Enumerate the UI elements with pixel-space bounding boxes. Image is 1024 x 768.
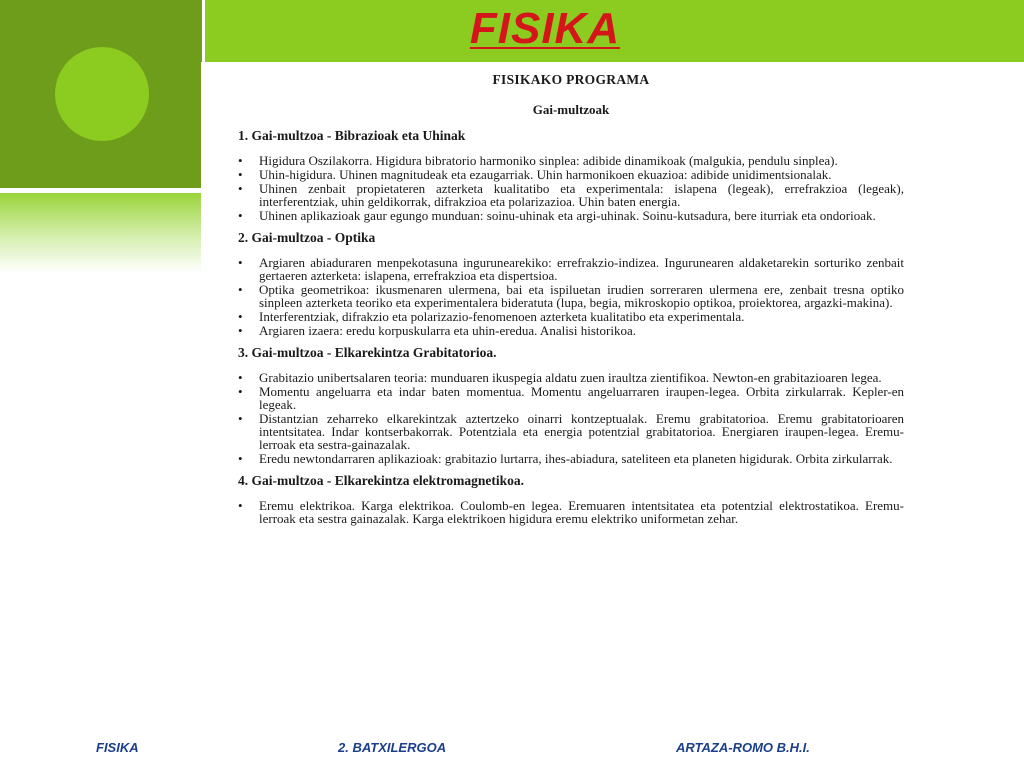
decorative-gradient-band [0,193,202,273]
section-heading: 1. Gai-multzoa - Bibrazioak eta Uhinak [238,128,466,143]
bullet-item: • Uhin-higidura. Uhinen magnitudeak eta ezaugarriak. Uhin harmonikoen ekuazioa: adibide unidimentsionalak. [238,168,904,181]
bullet-item: • Argiaren izaera: eredu korpuskularra eta uhin-eredua. Analisi historikoa. [238,324,904,337]
section-heading: 2. Gai-multzoa - Optika [238,230,376,245]
bullet-item: • Eredu newtondarraren aplikazioak: grabitazio lurtarra, ihes-abiadura, sateliteen eta planeten higidurak. Orbita zirkularrak. [238,452,904,465]
bullet-item: • Uhinen zenbait propietateren azterketa kualitatibo eta experimentala: islapena (legeak), errefrakzioa (legeak), interferentziak, uhin geldikorrak, difrakzioa eta polarizazioa. Uhin baten energia. [238,182,904,208]
section-bullets [238,499,904,525]
section-heading: 4. Gai-multzoa - Elkarekintza elektromagnetikoa. [238,473,524,488]
footer-school: ARTAZA-ROMO B.H.I. [676,740,810,755]
bullet-item: • Optika geometrikoa: ikusmenaren ulermena, bai eta ispiluetan irudien sorreraren ulermena ere, zenbait tresna optiko sinpleen azterketa teoriko eta experimentalera bideratuta (lupa, begia, mikroskopio optikoa, proiektorea, argazki-makina). [238,283,904,309]
scanned-document [201,62,1024,734]
section-bullets [238,371,904,465]
section-bullets [238,154,904,222]
footer [0,740,1024,760]
document-content [238,72,904,533]
slide-title: FISIKA [469,4,621,53]
bullet-item: • Higidura Oszilakorra. Higidura bibratorio harmoniko sinplea: adibide dinamikoak (malgukia, pendulu sinplea). [238,154,904,167]
bullet-item: • Eremu elektrikoa. Karga elektrikoa. Coulomb-en legea. Eremuaren intentsitatea eta potentzial elektrostatikoa. Eremu-lerroak eta sestra gainazalak. Karga elektrikoen higidura eremu elektriko uniformetan zehar. [238,499,904,525]
footer-course: 2. BATXILERGOA [338,740,447,755]
document-subtitle: Gai-multzoak [532,102,610,117]
bullet-item: • Distantzian zeharreko elkarekintzak aztertzeko oinarri kontzeptualak. Eremu grabitatorioa. Eremu grabitatorioaren intentsitatea. Indar kontserbakorrak. Potentziala eta energia potentzial grabitatorioa. Energiaren iraupen-legea. Eremu-lerroak eta sestra-gainazalak. [238,412,904,451]
decorative-circle [55,47,149,141]
bullet-item: • Argiaren abiaduraren menpekotasuna ingurunearekiko: errefrakzio-indizea. Ingurunearen aldaketarekin sorturiko zenbait gertaeren azterketa: islapena, errefrakzioa eta dispertsioa. [238,256,904,282]
section-bullets [238,256,904,337]
bullet-item: • Grabitazio unibertsalaren teoria: munduaren ikuspegia aldatu zuen iraultza zientifikoa. Newton-en grabitazioaren legea. [238,371,904,384]
bullet-item: • Momentu angeluarra eta indar baten momentua. Momentu angeluarraren iraupen-legea. Orbita zirkularrak. Kepler-en legeak. [238,385,904,411]
bullet-item: • Uhinen aplikazioak gaur egungo munduan: soinu-uhinak eta argi-uhinak. Soinu-kutsadura, bere iturriak eta ondorioak. [238,209,904,222]
bullet-item: • Interferentziak, difrakzio eta polarizazio-fenomenoen azterketa kualitatibo eta experimentala. [238,310,904,323]
document-title: FISIKAKO PROGRAMA [492,72,650,87]
footer-subject: FISIKA [96,740,139,755]
section-heading: 3. Gai-multzoa - Elkarekintza Grabitatorioa. [238,345,497,360]
